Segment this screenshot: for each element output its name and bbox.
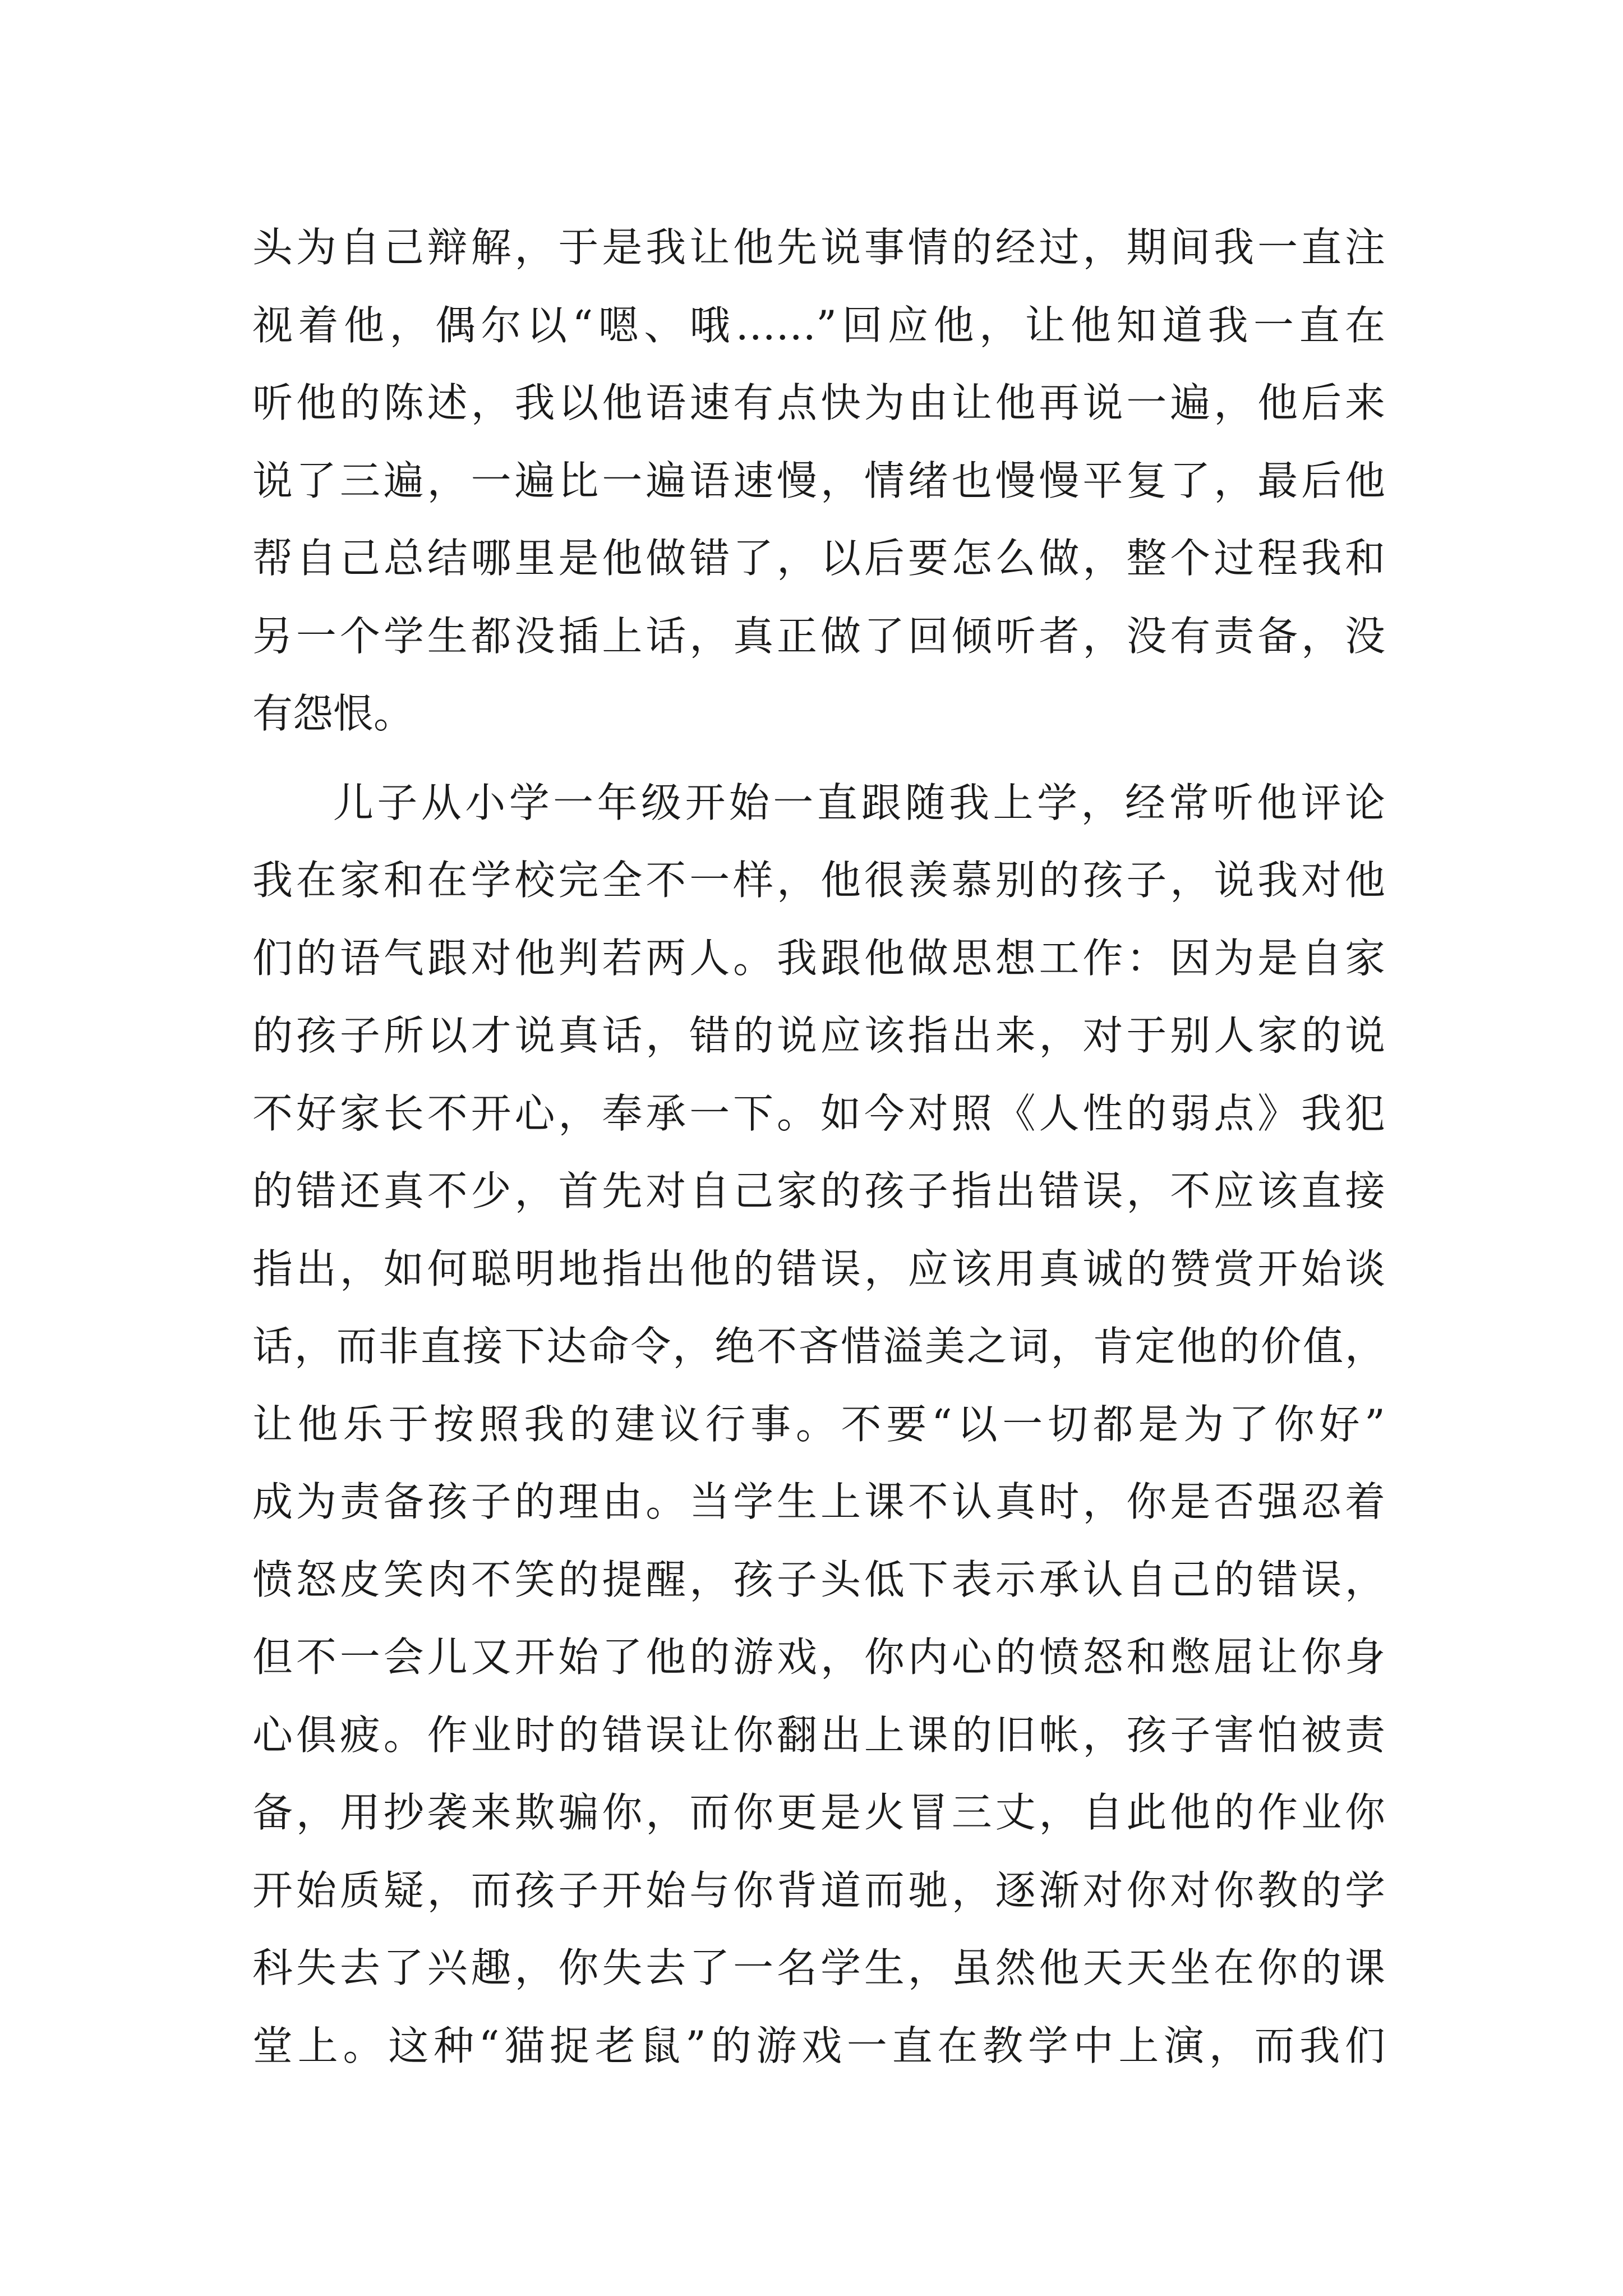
paragraph-spacer	[252, 753, 1385, 764]
text-line: 有怨恨。	[252, 690, 414, 737]
text-line: 指出，如何聪明地指出他的错误，应该用真诚的赞赏开始谈	[252, 1245, 1385, 1292]
paragraph	[252, 209, 1385, 753]
text-line: 科失去了兴趣，你失去了一名学生，虽然他天天坐在你的课	[252, 1944, 1385, 1991]
text-line: 成为责备孩子的理由。当学生上课不认真时，你是否强忍着	[252, 1478, 1385, 1525]
text-line: 愤怒皮笑肉不笑的提醒，孩子头低下表示承认自己的错误，	[252, 1556, 1385, 1603]
body-text	[252, 209, 1385, 2085]
text-line: 但不一会儿又开始了他的游戏，你内心的愤怒和憋屈让你身	[252, 1634, 1385, 1681]
text-line: 另一个学生都没插上话，真正做了回倾听者，没有责备，没	[252, 612, 1385, 660]
text-line: 的错还真不少，首先对自己家的孩子指出错误，不应该直接	[252, 1167, 1385, 1214]
text-line: 听他的陈述，我以他语速有点快为由让他再说一遍，他后来	[252, 379, 1385, 426]
text-line: 的孩子所以才说真话，错的说应该指出来，对于别人家的说	[252, 1012, 1385, 1059]
text-line: 心俱疲。作业时的错误让你翻出上课的旧帐，孩子害怕被责	[252, 1711, 1385, 1759]
text-line: 帮自己总结哪里是他做错了，以后要怎么做，整个过程我和	[252, 535, 1385, 582]
text-line: 头为自己辩解，于是我让他先说事情的经过，期间我一直注	[252, 224, 1385, 271]
text-line: 们的语气跟对他判若两人。我跟他做思想工作：因为是自家	[252, 934, 1385, 982]
text-line: 说了三遍，一遍比一遍语速慢，情绪也慢慢平复了，最后他	[252, 457, 1385, 504]
text-line: 儿子从小学一年级开始一直跟随我上学，经常听他评论	[333, 779, 1385, 826]
text-line: 开始质疑，而孩子开始与你背道而驰，逐渐对你对你教的学	[252, 1866, 1385, 1914]
text-line: 不好家长不开心，奉承一下。如今对照《人性的弱点》我犯	[252, 1089, 1385, 1137]
text-line: 我在家和在学校完全不一样，他很羡慕别的孩子，说我对他	[252, 857, 1385, 904]
text-line: 让他乐于按照我的建议行事。不要“以一切都是为了你好”	[252, 1400, 1385, 1448]
text-line: 备，用抄袭来欺骗你，而你更是火冒三丈，自此他的作业你	[252, 1789, 1385, 1836]
text-line: 话，而非直接下达命令，绝不吝惜溢美之词，肯定他的价值，	[252, 1323, 1385, 1370]
paragraph	[252, 764, 1385, 2085]
text-line: 视着他，偶尔以“嗯、哦……”回应他，让他知道我一直在	[252, 301, 1385, 349]
text-line: 堂上。这种“猫捉老鼠”的游戏一直在教学中上演，而我们	[252, 2022, 1385, 2069]
